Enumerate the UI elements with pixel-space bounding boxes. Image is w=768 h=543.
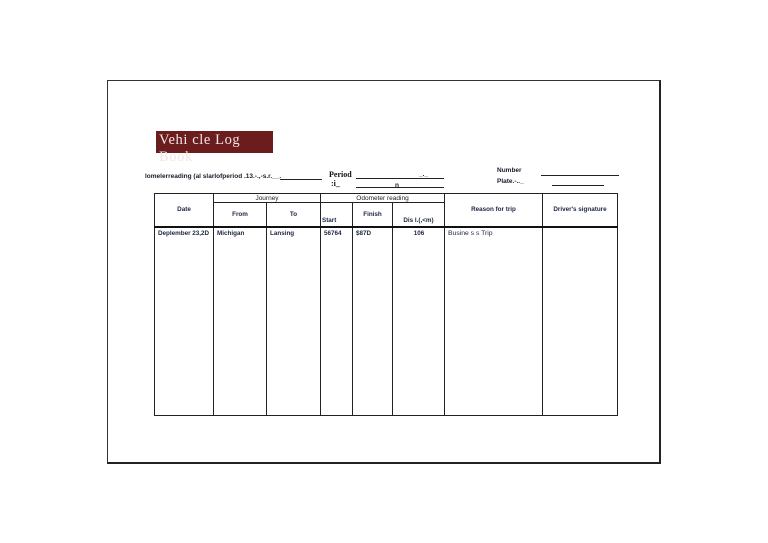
cell-from: Michigan xyxy=(214,227,267,416)
header-distance: Dis l.(,<m) xyxy=(393,203,445,227)
odometer-underline xyxy=(280,179,322,180)
cell-signature xyxy=(543,227,618,416)
vehicle-log-table xyxy=(154,193,618,416)
plate-label: Plate.-.._ xyxy=(497,178,524,185)
header-signature: Driver's signature xyxy=(543,194,618,227)
cell-to: Lansing xyxy=(267,227,321,416)
number-value: . xyxy=(608,171,610,178)
cell-finish: $87D xyxy=(353,227,393,416)
plate-underline xyxy=(552,185,604,186)
header-from: From xyxy=(214,203,267,227)
title-banner xyxy=(156,131,273,165)
odometer-reading-label: lomelerreading (al slarlofperiod .13.-.,-s.r.__. xyxy=(145,173,282,180)
table-row xyxy=(155,227,618,416)
period-value: _._ xyxy=(419,171,429,178)
header-journey: Journey xyxy=(214,194,321,203)
header-date: Date xyxy=(155,194,214,227)
period-sub: :i_ xyxy=(331,179,340,188)
period-label: Period xyxy=(329,170,352,179)
cell-start: 56764 xyxy=(321,227,353,416)
cell-reason: Busine s s Trip xyxy=(445,227,543,416)
header-odometer: Odometer reading xyxy=(321,194,445,203)
header-reason: Reason for trip xyxy=(445,194,543,227)
cell-date: Deplember 23,2D xyxy=(155,227,214,416)
number-label: Number xyxy=(497,167,522,174)
period-underline xyxy=(356,178,444,179)
period-underline-2 xyxy=(356,187,444,188)
document-title: Vehi cle Log Book xyxy=(159,132,241,165)
header-to: To xyxy=(267,203,321,227)
cell-distance: 106 xyxy=(393,227,445,416)
header-start: Start xyxy=(321,203,353,227)
period-mark: n xyxy=(395,182,399,189)
vehicle-log-document xyxy=(107,80,661,464)
header-finish: Finish xyxy=(353,203,393,227)
